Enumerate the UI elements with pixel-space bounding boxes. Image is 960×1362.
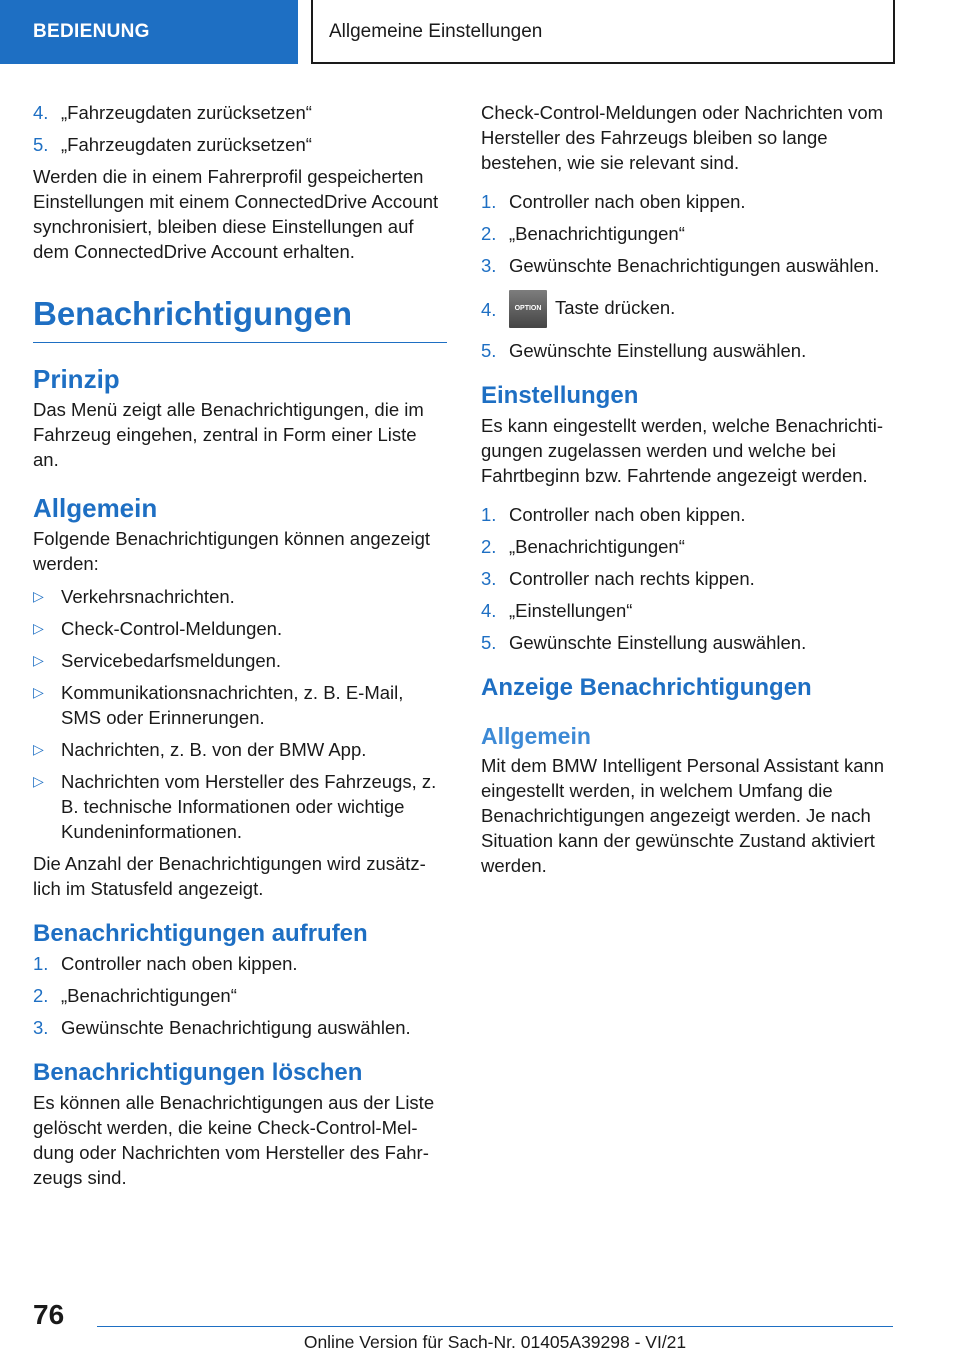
subsection-heading-allgemein: Allgemein xyxy=(481,723,591,749)
section-tab: BEDIENUNG xyxy=(0,0,298,64)
step-number: 1. xyxy=(481,504,497,525)
bullet-text: Nachrichten, z. B. von der BMW App. xyxy=(61,739,367,760)
left-column xyxy=(33,100,447,1202)
list-item xyxy=(481,290,901,328)
bullet-text: Verkehrsnachrichten. xyxy=(61,586,235,607)
step-text: Gewünschte Einstellung auswählen. xyxy=(509,340,807,361)
step-number: 2. xyxy=(33,985,49,1006)
section-heading-allgemein: Allgemein xyxy=(33,493,158,523)
step-text: „Fahrzeugdaten zurücksetzen“ xyxy=(61,134,312,155)
intro-paragraph: Werden die in einem Fahrerprofil gespeicherten Einstellungen mit einem ConnectedDrive Account synchronisiert, bleiben diese Einstellungen auf dem ConnectedDrive Account erhalten. xyxy=(33,166,439,262)
bullet-text: Kommunikationsnachrichten, z. B. E-Mail, SMS oder Erinnerungen. xyxy=(61,682,404,728)
loeschen-paragraph: Es können alle Benachrichtigungen aus der Liste gelöscht werden, die keine Check-Control-Meldung oder Nachrichten vom Hersteller des Fahrzeugs sind. xyxy=(33,1092,435,1188)
section-heading-prinzip: Prinzip xyxy=(33,364,120,394)
count-paragraph: Die Anzahl der Benachrichtigungen wird zusätzlich im Statusfeld angezeigt. xyxy=(33,853,426,899)
einstellungen-paragraph: Es kann eingestellt werden, welche Benachrichtigungen zugelassen werden und welche bei Fahrtbeginn bzw. Fahrtende angezeigt werden. xyxy=(481,415,884,486)
list-item xyxy=(481,534,901,559)
section-heading-loeschen: Benachrichtigungen löschen xyxy=(33,1059,363,1086)
bullet-triangle-icon: ▷ xyxy=(33,773,44,789)
section-heading-einstellungen: Einstellungen xyxy=(481,382,639,409)
bullet-text: Servicebedarfsmeldungen. xyxy=(61,650,282,671)
step-number: 2. xyxy=(481,536,497,557)
list-item xyxy=(33,584,447,609)
step-number: 2. xyxy=(481,223,497,244)
bullet-text: Nachrichten vom Hersteller des Fahrzeugs, z. B. technische Informationen oder wichtige Kundeninformationen. xyxy=(61,771,437,842)
right-column xyxy=(481,100,901,890)
chapter-heading: Benachrichtigungen xyxy=(33,294,447,343)
step-number: 5. xyxy=(481,632,497,653)
intro-steps xyxy=(33,100,447,157)
step-text: Controller nach oben kippen. xyxy=(61,953,298,974)
step-text: „Benachrichtigungen“ xyxy=(509,223,685,244)
step-text: Gewünschte Einstellung auswählen. xyxy=(509,632,807,653)
step-number: 4. xyxy=(481,600,497,621)
list-item xyxy=(481,221,901,246)
section-heading-aufrufen: Benachrichtigungen aufrufen xyxy=(33,920,368,947)
list-item xyxy=(33,951,447,976)
page-header-title: Allgemeine Einstellungen xyxy=(311,0,895,64)
bullet-triangle-icon: ▷ xyxy=(33,741,44,757)
einstellungen-steps xyxy=(481,502,901,655)
footer-divider xyxy=(97,1326,893,1327)
option-button-icon: OPTION xyxy=(509,290,547,328)
step-text: „Fahrzeugdaten zurücksetzen“ xyxy=(61,102,312,123)
list-item xyxy=(33,769,447,844)
list-item xyxy=(33,737,447,762)
step-text: Gewünschte Benachrichtigungen auswählen. xyxy=(509,255,880,276)
step-number: 1. xyxy=(481,191,497,212)
step-number: 4. xyxy=(33,102,49,123)
list-item xyxy=(481,598,901,623)
step-number: 1. xyxy=(33,953,49,974)
list-item xyxy=(33,680,447,730)
list-item xyxy=(33,132,447,157)
step-text: Controller nach rechts kippen. xyxy=(509,568,755,589)
step-text: „Benachrichtigungen“ xyxy=(61,985,237,1006)
step-number: 3. xyxy=(481,568,497,589)
footer-version-text: Online Version für Sach-Nr. 01405A39298 - VI/21 xyxy=(303,1332,687,1352)
step-number: 4. xyxy=(481,298,497,320)
bullet-triangle-icon: ▷ xyxy=(33,652,44,668)
step-number: 5. xyxy=(481,340,497,361)
step-text: Controller nach oben kippen. xyxy=(509,191,746,212)
list-item xyxy=(33,648,447,673)
list-item xyxy=(481,502,901,527)
step-text: „Benachrichtigungen“ xyxy=(509,536,685,557)
list-item xyxy=(33,616,447,641)
step-text: „Einstellungen“ xyxy=(509,600,633,621)
list-item xyxy=(481,253,901,278)
page-number: 76 xyxy=(33,1299,65,1330)
prinzip-paragraph: Das Menü zeigt alle Benachrichtigungen, die im Fahrzeug eingehen, zentral in Form einer Liste an. xyxy=(33,399,424,470)
bullet-triangle-icon: ▷ xyxy=(33,588,44,604)
loeschen-steps xyxy=(481,189,901,363)
step-text: Taste drücken. xyxy=(555,296,676,318)
bullet-triangle-icon: ▷ xyxy=(33,620,44,636)
step-number: 3. xyxy=(481,255,497,276)
list-item xyxy=(481,566,901,591)
aufrufen-steps xyxy=(33,951,447,1040)
step-number: 5. xyxy=(33,134,49,155)
bullet-triangle-icon: ▷ xyxy=(33,684,44,700)
list-item xyxy=(33,1015,447,1040)
step-text: Controller nach oben kippen. xyxy=(509,504,746,525)
continuation-paragraph: Check-Control-Meldungen oder Nachrichten vom Hersteller des Fahrzeugs bleiben so lange bestehen, wie sie relevant sind. xyxy=(481,102,884,173)
list-item xyxy=(481,189,901,214)
list-item xyxy=(481,338,901,363)
list-item xyxy=(33,100,447,125)
bullet-text: Check-Control-Meldungen. xyxy=(61,618,283,639)
step-number: 3. xyxy=(33,1017,49,1038)
list-item xyxy=(481,630,901,655)
anzeige-paragraph: Mit dem BMW Intelligent Personal Assistant kann eingestellt werden, in welchem Umfang die Benachrichtigungen angezeigt werden. Je nach Situation kann der gewünschte Zustand aktiviert werden. xyxy=(481,755,885,876)
step-text: Gewünschte Benachrichtigung auswählen. xyxy=(61,1017,411,1038)
notification-type-list xyxy=(33,584,447,844)
allgemein-paragraph: Folgende Benachrichtigungen können angezeigt werden: xyxy=(33,528,431,574)
list-item xyxy=(33,983,447,1008)
section-heading-anzeige: Anzeige Benachrichtigungen xyxy=(481,674,812,701)
